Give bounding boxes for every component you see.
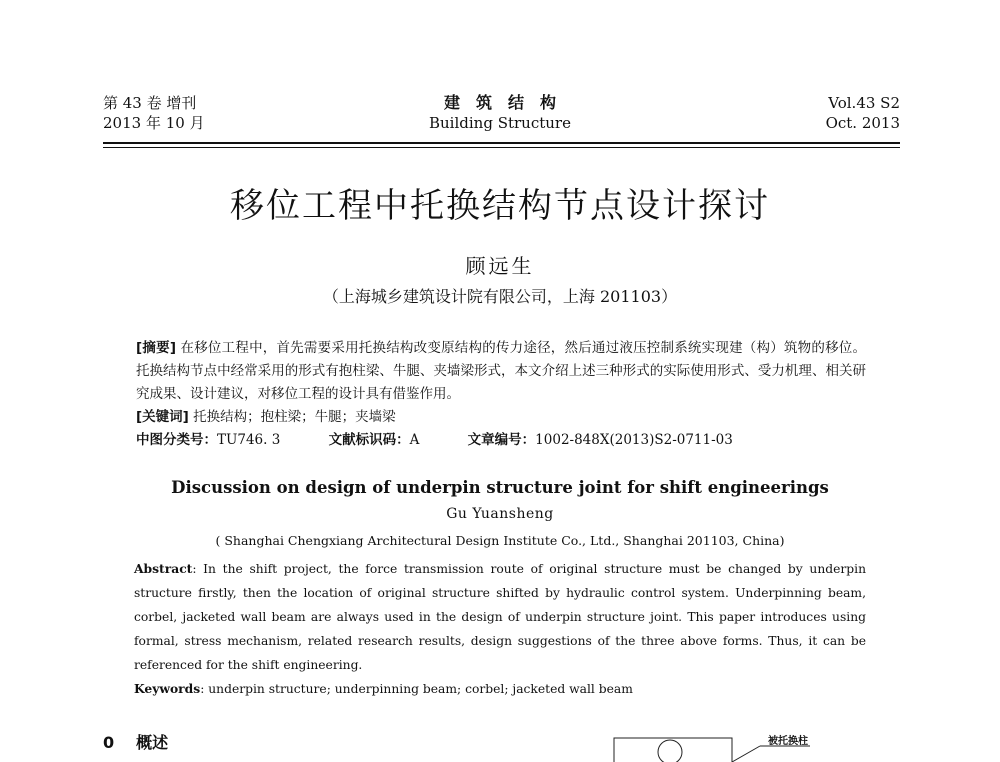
- figure-drawing: [610, 728, 850, 762]
- article-number: [468, 432, 755, 448]
- header-rule-thin: [103, 147, 900, 148]
- header-date-en: Oct. 2013: [825, 114, 900, 132]
- figure-column-circle: [658, 740, 682, 762]
- abstract-en: [134, 557, 866, 677]
- author-en: Gu Yuansheng: [446, 506, 554, 522]
- affiliation-cn: （上海城乡建筑设计院有限公司，上海 201103）: [322, 287, 678, 306]
- article-value: 1002-848X(2013)S2-0711-03: [535, 432, 733, 448]
- header-right: [826, 93, 900, 133]
- header-date-cn: 2013 年 10 月: [103, 114, 205, 132]
- doc-value: A: [409, 432, 420, 448]
- article-label: 文章编号：: [467, 432, 536, 448]
- abstract-cn: [136, 337, 866, 406]
- header-rule-thick: [103, 142, 900, 144]
- paper-title-en: Discussion on design of underpin structure joint for shift engineerings: [171, 478, 829, 497]
- doc-code: [329, 432, 442, 448]
- abstract-cn-label: [摘要]: [136, 340, 176, 356]
- clc-label: 中图分类号：: [136, 432, 217, 448]
- author-cn: 顾远生: [465, 254, 535, 278]
- figure-beam-outline: [614, 738, 732, 762]
- header-volume-en: Vol.43 S2: [828, 94, 900, 112]
- doc-label: 文献标识码：: [328, 432, 410, 448]
- section-heading: [103, 730, 168, 753]
- figure-label: 被托换柱: [768, 736, 808, 747]
- header-volume-cn: 第 43 卷 增刊: [103, 94, 197, 112]
- journal-name-cn: 建筑结构: [443, 93, 572, 112]
- keywords-cn-label: [关键词]: [136, 409, 189, 425]
- classification-row: [136, 429, 866, 452]
- keywords-en-label: Keywords: [134, 681, 201, 696]
- journal-name-en: Building Structure: [429, 114, 571, 132]
- abstract-en-block: [134, 557, 866, 701]
- keywords-en: [134, 677, 866, 701]
- affiliation-en: ( Shanghai Chengxiang Architectural Design Institute Co., Ltd., Shanghai 201103, China): [215, 533, 785, 548]
- figure-leader-line: [732, 746, 760, 762]
- clc-value: TU746. 3: [217, 432, 281, 448]
- keywords-en-text: : underpin structure; underpinning beam; corbel; jacketed wall beam: [200, 682, 633, 696]
- abstract-cn-block: [136, 337, 866, 452]
- clc-number: [136, 432, 302, 448]
- section-number: 0: [103, 733, 115, 752]
- keywords-cn-text: 托换结构；抱柱梁；牛腿；夹墙梁: [193, 409, 396, 425]
- paper-title-cn: 移位工程中托换结构节点设计探讨: [230, 186, 770, 226]
- figure-partial: [610, 728, 850, 762]
- abstract-en-label: Abstract: [134, 561, 193, 576]
- section-title: 概述: [136, 733, 169, 752]
- abstract-cn-text: 在移位工程中，首先需要采用托换结构改变原结构的传力途径，然后通过液压控制系统实现建（构）筑物的移位。托换结构节点中经常采用的形式有抱柱梁、牛腿、夹墙梁形式，本文介绍上述三种形式的实际使用形式、受力机理、相关研究成果、设计建议，对移位工程的设计具有借鉴作用。: [136, 340, 867, 402]
- keywords-cn: [136, 406, 866, 429]
- abstract-en-text: : In the shift project, the force transmission route of original structure must be changed by underpin structure firstly, then the location of original structure shifted by hydraulic control system. Underpinning beam, corbel, jacketed wall beam are always used in the design of underpin structure joint. This paper introduces using formal, stress mechanism, related research results, design suggestions of the three above forms. Thus, it can be referenced for the shift engineering.: [134, 562, 866, 672]
